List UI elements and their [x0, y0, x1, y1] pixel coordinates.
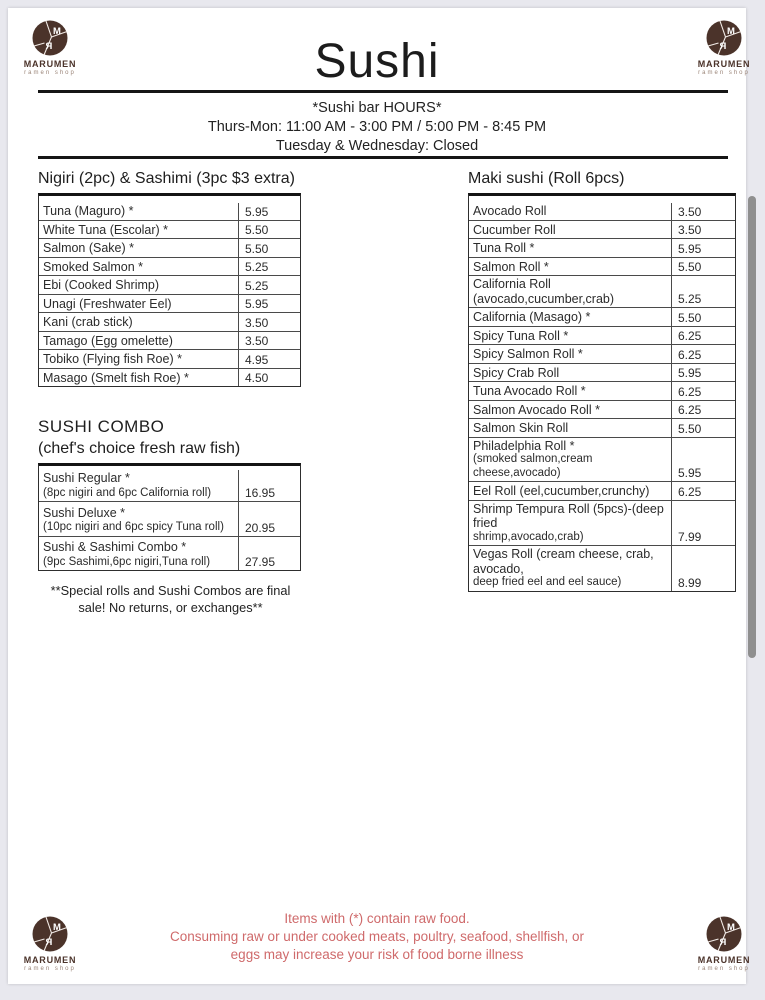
menu-item-row — [469, 238, 735, 257]
page-title: Sushi — [314, 35, 440, 88]
item-name — [39, 295, 238, 313]
item-name — [469, 276, 671, 307]
item-price: 5.95 — [671, 364, 735, 382]
logo-brand-text: MARUMEN — [23, 59, 77, 69]
nigiri-table — [38, 193, 301, 387]
menu-item-row — [469, 275, 735, 307]
item-name — [469, 364, 671, 382]
item-price: 27.95 — [238, 537, 300, 571]
item-price: 5.50 — [671, 419, 735, 437]
item-name-line: Unagi (Freshwater Eel) — [43, 296, 172, 311]
final-sale-note — [28, 583, 313, 616]
item-price: 5.95 — [671, 239, 735, 257]
item-description-line: (8pc nigiri and 6pc California roll) — [43, 486, 212, 499]
raw-food-warning-line-3: eggs may increase your risk of food borne illness — [230, 947, 524, 962]
item-price: 20.95 — [238, 502, 300, 536]
item-name — [469, 345, 671, 363]
item-price: 5.95 — [671, 438, 735, 482]
divider-top — [38, 90, 728, 93]
item-name-line: Cucumber Roll — [473, 222, 556, 237]
menu-item-row — [469, 381, 735, 400]
item-description-line: (10pc nigiri and 6pc spicy Tuna roll) — [43, 521, 224, 533]
menu-item-row — [469, 545, 735, 591]
item-name — [39, 258, 238, 276]
raw-food-warning-line-1: Items with (*) contain raw food. — [284, 911, 470, 926]
item-name — [469, 482, 671, 500]
item-name — [469, 327, 671, 345]
item-price: 5.50 — [238, 239, 300, 257]
item-name — [469, 258, 671, 276]
menu-item-row — [469, 307, 735, 326]
hours-line-1: *Sushi bar HOURS* — [312, 100, 442, 116]
item-price: 8.99 — [671, 546, 735, 591]
item-name-line: Masago (Smelt fish Roe) * — [43, 370, 189, 385]
logo-brand-text: MARUMEN — [23, 955, 77, 965]
logo-brand-text: MARUMEN — [697, 59, 751, 69]
maki-table — [468, 193, 736, 592]
item-name-line: Spicy Salmon Roll * — [473, 347, 583, 361]
combo-section-heading: SUSHI COMBO — [38, 417, 165, 436]
menu-item-row — [469, 220, 735, 239]
logo-subtitle-text: ramen shop — [24, 966, 76, 972]
hours-block — [8, 99, 746, 156]
item-name — [39, 350, 238, 368]
raw-food-warning-line-2: Consuming raw or under cooked meats, poultry, seafood, shellfish, or — [170, 929, 584, 944]
item-price: 5.50 — [671, 258, 735, 276]
logo-subtitle-text: ramen shop — [24, 70, 76, 76]
item-name — [469, 401, 671, 419]
monogram-reversed-r: Я — [719, 41, 727, 52]
item-name — [469, 501, 671, 546]
item-name — [39, 537, 238, 571]
item-name — [469, 239, 671, 257]
menu-page — [8, 8, 751, 984]
item-price: 3.50 — [671, 203, 735, 220]
item-description-line: (smoked salmon,cream cheese,avocado) — [473, 453, 593, 479]
item-price: 16.95 — [238, 470, 300, 501]
item-name — [469, 419, 671, 437]
item-name-line: Avocado Roll — [473, 204, 547, 218]
item-price: 5.95 — [238, 295, 300, 313]
item-name — [39, 221, 238, 239]
menu-item-row — [39, 501, 300, 536]
item-name-line: Tuna Roll * — [473, 241, 535, 255]
item-name — [39, 313, 238, 331]
logo-brand-text: MARUMEN — [697, 955, 751, 965]
monogram-m: M — [53, 922, 61, 933]
final-sale-note-line-2: sale! No returns, or exchanges** — [78, 599, 263, 615]
combo-table — [38, 463, 301, 571]
item-name-line: Eel Roll (eel,cucumber,crunchy) — [473, 484, 650, 498]
item-name-line: Sushi & Sashimi Combo * — [43, 540, 187, 554]
menu-item-row — [469, 437, 735, 482]
item-name — [39, 276, 238, 294]
item-name — [469, 221, 671, 239]
item-name-line: White Tuna (Escolar) * — [43, 222, 169, 237]
item-name — [469, 308, 671, 326]
item-name-line: Smoked Salmon * — [43, 259, 144, 274]
nigiri-section-heading: Nigiri (2pc) & Sashimi (3pc $3 extra) — [38, 170, 295, 187]
menu-item-row — [469, 400, 735, 419]
menu-item-row — [39, 257, 300, 276]
item-price: 4.95 — [238, 350, 300, 368]
menu-item-row — [469, 363, 735, 382]
menu-item-row — [469, 500, 735, 546]
menu-item-row — [469, 196, 735, 220]
item-price: 6.25 — [671, 345, 735, 363]
item-name-line: Sushi Deluxe * — [43, 505, 125, 520]
menu-item-row — [39, 275, 300, 294]
item-name-line: Spicy Crab Roll — [473, 365, 560, 380]
menu-item-row — [39, 196, 300, 220]
item-name-line: Philadelphia Roll * — [473, 438, 575, 453]
menu-item-row — [39, 536, 300, 571]
item-name — [469, 203, 671, 220]
item-name — [39, 203, 238, 220]
item-name-line: Tamago (Egg omelette) — [43, 333, 173, 348]
item-price: 6.25 — [671, 482, 735, 500]
item-name-line: Vegas Roll (cream cheese, crab, avocado, — [473, 547, 654, 576]
hours-line-2: Thurs-Mon: 11:00 AM - 3:00 PM / 5:00 PM - 8:45 PM — [207, 119, 547, 135]
item-name — [39, 502, 238, 536]
menu-item-row — [469, 257, 735, 276]
item-name — [39, 332, 238, 350]
hours-line-3: Tuesday & Wednesday: Closed — [275, 138, 479, 154]
menu-item-row — [39, 466, 300, 501]
monogram-m: M — [727, 26, 735, 37]
item-description-line: deep fried eel and eel sauce) — [473, 576, 622, 588]
menu-item-row — [39, 294, 300, 313]
raw-food-warning — [8, 910, 746, 964]
menu-item-row — [469, 344, 735, 363]
item-name — [469, 382, 671, 400]
item-name-line: Salmon Avocado Roll * — [473, 402, 600, 417]
item-name-line: California Roll (avocado,cucumber,crab) — [473, 277, 615, 306]
menu-item-row — [39, 368, 300, 387]
item-name-line: Ebi (Cooked Shrimp) — [43, 278, 160, 292]
menu-item-row — [469, 326, 735, 345]
item-price: 5.25 — [671, 276, 735, 307]
item-price: 6.25 — [671, 382, 735, 400]
maki-section-heading: Maki sushi (Roll 6pcs) — [468, 170, 625, 187]
menu-item-row — [39, 312, 300, 331]
item-name-line: Salmon Skin Roll — [473, 421, 569, 435]
item-name-line: Tuna Avocado Roll * — [473, 384, 586, 398]
combo-section-subheading: (chef's choice fresh raw fish) — [38, 440, 241, 457]
menu-item-row — [39, 349, 300, 368]
item-price: 5.50 — [671, 308, 735, 326]
item-name-line: Salmon (Sake) * — [43, 241, 135, 255]
menu-item-row — [469, 481, 735, 500]
monogram-reversed-r: Я — [45, 41, 53, 52]
item-price: 5.95 — [238, 203, 300, 220]
item-price: 5.25 — [238, 276, 300, 294]
monogram-m: M — [727, 922, 735, 933]
item-description-line: shrimp,avocado,crab) — [473, 530, 584, 543]
item-name-line: Spicy Tuna Roll * — [473, 328, 569, 343]
item-price: 3.50 — [238, 313, 300, 331]
item-price: 7.99 — [671, 501, 735, 546]
item-name-line: Kani (crab stick) — [43, 315, 133, 329]
item-price: 6.25 — [671, 327, 735, 345]
item-name — [469, 546, 671, 591]
item-name-line: Tobiko (Flying fish Roe) * — [43, 352, 182, 366]
item-name — [39, 470, 238, 501]
logo-subtitle-text: ramen shop — [698, 70, 750, 76]
item-price: 6.25 — [671, 401, 735, 419]
menu-item-row — [39, 238, 300, 257]
item-price: 3.50 — [238, 332, 300, 350]
item-name-line: Sushi Regular * — [43, 471, 130, 485]
menu-item-row — [469, 418, 735, 437]
logo-subtitle-text: ramen shop — [698, 966, 750, 972]
item-price: 4.50 — [238, 369, 300, 387]
scrollbar-thumb[interactable] — [748, 196, 756, 658]
item-price: 5.25 — [238, 258, 300, 276]
monogram-m: M — [53, 26, 61, 37]
item-name — [39, 239, 238, 257]
item-name-line: Salmon Roll * — [473, 259, 549, 274]
item-name — [469, 438, 671, 482]
item-price: 3.50 — [671, 221, 735, 239]
item-name-line: Shrimp Tempura Roll (5pcs)-(deep fried — [473, 501, 664, 530]
item-name-line: California (Masago) * — [473, 310, 591, 324]
item-description-line: (9pc Sashimi,6pc nigiri,Tuna roll) — [43, 555, 211, 568]
monogram-reversed-r: Я — [45, 937, 53, 948]
menu-item-row — [39, 220, 300, 239]
item-name-line: Tuna (Maguro) * — [43, 204, 134, 218]
monogram-reversed-r: Я — [719, 937, 727, 948]
item-name — [39, 369, 238, 387]
divider-bottom — [38, 156, 728, 159]
final-sale-note-line-1: **Special rolls and Sushi Combos are final — [50, 583, 291, 598]
menu-item-row — [39, 331, 300, 350]
item-price: 5.50 — [238, 221, 300, 239]
